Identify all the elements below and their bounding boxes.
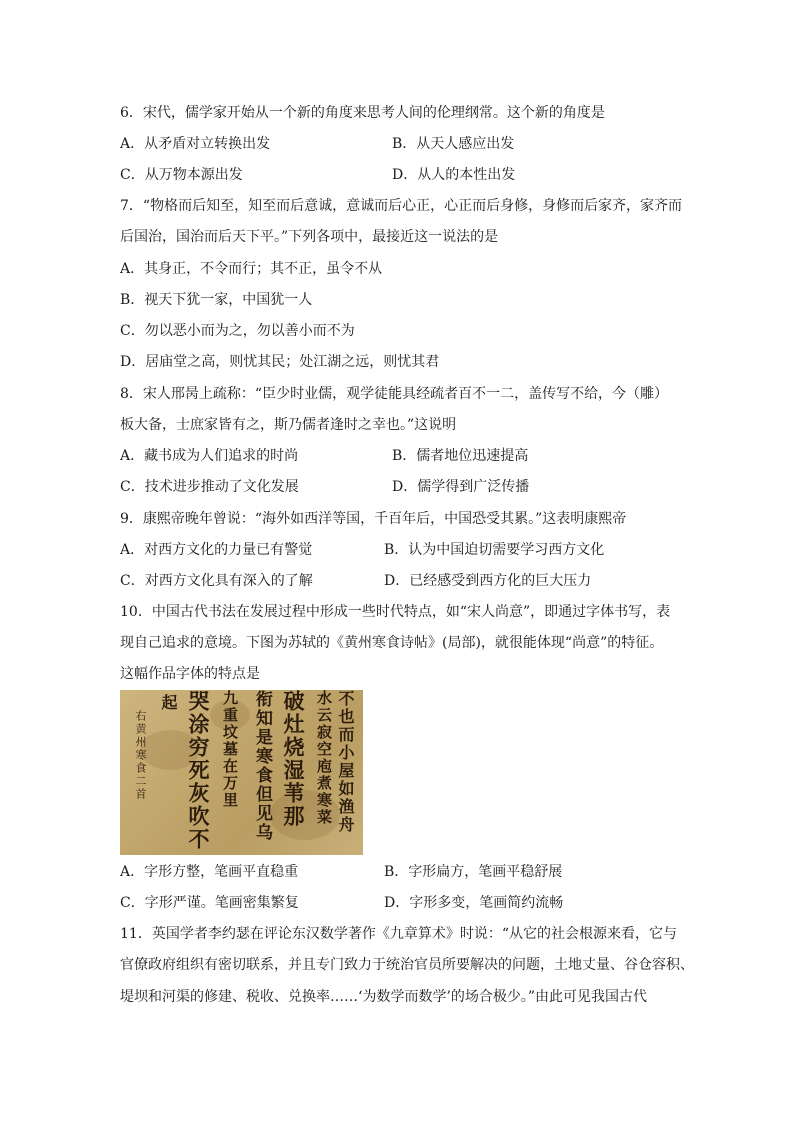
calligraphy-image (120, 690, 363, 855)
q6-option-c: C．从万物本源出发 (120, 167, 243, 183)
q8-stem-line2: 板大备，士庶家皆有之，斯乃儒者逢时之幸也。”这说明 (120, 417, 457, 433)
calligraphy-column: 水云寂空庖煮寒菜 (315, 690, 333, 826)
calligraphy-column: 哭涂穷死灰吹不 (186, 690, 211, 851)
q8-option-d: D．儒学得到广泛传播 (392, 479, 530, 495)
q7-option-d: D．居庙堂之高，则忧其民；处江湖之远，则忧其君 (120, 354, 440, 370)
q7-option-a: A．其身正，不令而行；其不正，虽令不从 (120, 261, 383, 277)
q9-option-d: D．已经感受到西方化的巨大压力 (384, 573, 592, 589)
q10-option-a: A．字形方整，笔画平直稳重 (120, 864, 299, 880)
q9-stem: 9．康熙帝晚年曾说：“海外如西洋等国，千百年后，中国恐受其累。”这表明康熙帝 (120, 511, 627, 527)
q8-stem-line1: 8．宋人邢昺上疏称：“臣少时业儒，观学徒能具经疏者百不一二，盖传写不给，今（雕） (120, 386, 669, 402)
q6-option-b: B．从天人感应出发 (392, 136, 515, 152)
q11-stem-line1: 11．英国学者李约瑟在评论东汉数学著作《九章算术》时说：“从它的社会根源来看，它与 (120, 926, 677, 942)
q9-option-b: B．认为中国迫切需要学习西方文化 (384, 542, 605, 558)
q7-option-c: C．勿以恶小而为之，勿以善小而不为 (120, 323, 355, 339)
q7-stem-line1: 7．“物格而后知至，知至而后意诚，意诚而后心正，心正而后身修，身修而后家齐，家齐而 (120, 198, 683, 214)
q7-stem-line2: 后国治，国治而后天下平。”下列各项中，最接近这一说法的是 (120, 229, 499, 245)
q9-option-a: A．对西方文化的力量已有警觉 (120, 542, 313, 558)
q7-option-b: B．视天下犹一家，中国犹一人 (120, 292, 313, 308)
calligraphy-column: 右黄州寒食二首 (134, 710, 147, 801)
calligraphy-column: 起 (159, 694, 178, 712)
q6-option-a: A．从矛盾对立转换出发 (120, 136, 271, 152)
q6-stem: 6．宋代，儒学家开始从一个新的角度来思考人间的伦理纲常。这个新的角度是 (120, 105, 605, 121)
q8-option-a: A．藏书成为人们追求的时尚 (120, 448, 299, 464)
calligraphy-column: 九重坟墓在万里 (221, 690, 239, 809)
q11-stem-line2: 官僚政府组织有密切联系，并且专门致力于统治官员所要解决的问题，土地丈量、谷仓容积、 (120, 957, 694, 973)
q9-option-c: C．对西方文化具有深入的了解 (120, 573, 313, 589)
q10-stem-line2: 现自己追求的意境。下图为苏轼的《黄州寒食诗帖》(局部)，就很能体现“尚意”的特征。 (120, 635, 664, 651)
q10-stem-line3: 这幅作品字体的特点是 (120, 666, 260, 682)
q11-stem-line3: 堤坝和河渠的修建、税收、兑换率……‘为数学而数学’的场合极少。”由此可见我国古代 (120, 989, 648, 1005)
calligraphy-column: 衔知是寒食但见乌 (252, 690, 272, 842)
q10-option-b: B．字形扁方，笔画平稳舒展 (384, 864, 563, 880)
q6-option-d: D．从人的本性出发 (392, 167, 516, 183)
q10-option-d: D．字形多变，笔画简约流畅 (384, 895, 564, 911)
q10-option-c: C．字形严谨。笔画密集繁复 (120, 895, 299, 911)
calligraphy-column: 不也而小屋如渔舟 (336, 690, 355, 834)
calligraphy-column: 破灶烧湿苇那 (281, 690, 306, 828)
q8-option-c: C．技术进步推动了文化发展 (120, 479, 299, 495)
q8-option-b: B．儒者地位迅速提高 (392, 448, 529, 464)
q10-stem-line1: 10．中国古代书法在发展过程中形成一些时代特点，如“宋人尚意”，即通过字体书写，表 (120, 604, 671, 620)
